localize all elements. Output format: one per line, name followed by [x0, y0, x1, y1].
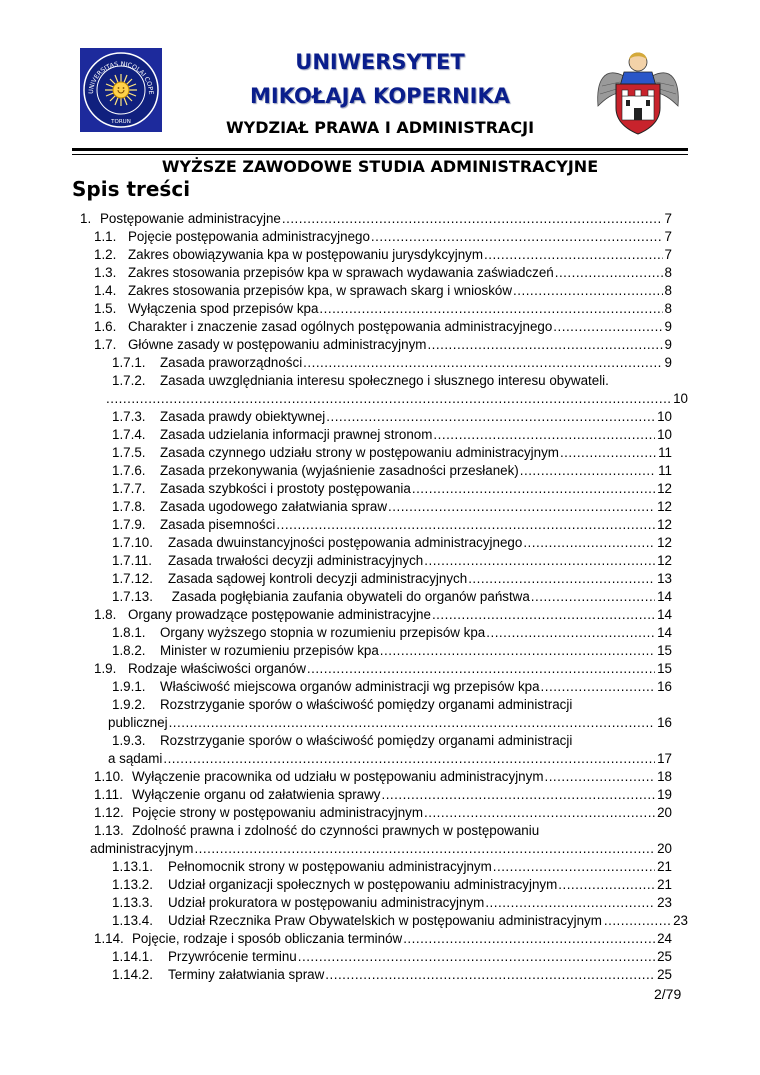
- toc-entry-number: 1.10.: [94, 769, 124, 784]
- toc-entry-title: Zasada czynnego udziału strony w postępowaniu administracyjnym: [160, 445, 559, 460]
- toc-entry-page: 23: [673, 913, 688, 928]
- university-seal-logo: [80, 48, 162, 132]
- toc-entry-title: Zasada prawdy obiektywnej: [160, 409, 326, 424]
- toc-entry[interactable]: [112, 894, 672, 912]
- toc-entry[interactable]: [112, 516, 672, 534]
- toc-entry[interactable]: [112, 426, 672, 444]
- toc-entry[interactable]: [94, 246, 672, 264]
- toc-dot-leader: [381, 786, 655, 804]
- toc-entry-title: Rodzaje właściwości organów: [128, 661, 306, 676]
- toc-heading: Spis treści: [72, 177, 191, 201]
- toc-entry-title: Zakres obowiązywania kpa w postępowaniu jurysdykcyjnym: [128, 247, 484, 262]
- toc-entry-page: 16: [657, 715, 672, 730]
- toc-entry-page: 12: [657, 535, 672, 550]
- toc-entry[interactable]: [94, 930, 672, 948]
- toc-entry-number: 1.14.1.: [112, 949, 153, 964]
- toc-entry-page: 12: [657, 517, 672, 532]
- toc-entry-title: Zasada przekonywania (wyjaśnienie zasadności przesłanek): [160, 463, 519, 478]
- toc-entry-page: 7: [664, 211, 672, 226]
- toc-entry-title: Zasada sądowej kontroli decyzji administracyjnych: [168, 571, 468, 586]
- toc-entry-page: 8: [664, 265, 672, 280]
- toc-entry-title: Zasada ugodowego załatwiania spraw: [160, 499, 388, 514]
- toc-entry-page: 14: [657, 607, 672, 622]
- toc-entry-continuation[interactable]: [106, 390, 688, 408]
- toc-entry-number: 1.7.2.: [112, 373, 146, 388]
- toc-entry-number: 1.13.4.: [112, 913, 153, 928]
- toc-entry-title: Minister w rozumieniu przepisów kpa: [160, 643, 379, 658]
- toc-entry-number: 1.1.: [94, 229, 117, 244]
- toc-entry-title: Zasada trwałości decyzji administracyjnych: [168, 553, 424, 568]
- toc-entry-number: 1.12.: [94, 805, 124, 820]
- toc-entry[interactable]: [112, 624, 672, 642]
- toc-entry-number: 1.14.2.: [112, 967, 153, 982]
- toc-entry-number: 1.7.: [94, 337, 117, 352]
- toc-entry-page: 16: [657, 679, 672, 694]
- toc-entry-title-continued: publicznej: [108, 715, 168, 730]
- toc-entry[interactable]: [112, 408, 672, 426]
- toc-entry-title: Zdolność prawna i zdolność do czynności prawnych w postępowaniu: [132, 823, 540, 838]
- toc-entry[interactable]: [80, 210, 672, 228]
- toc-entry[interactable]: [94, 606, 672, 624]
- toc-dot-leader: [560, 444, 656, 462]
- toc-dot-leader: [106, 390, 671, 408]
- toc-entry[interactable]: [112, 552, 672, 570]
- city-coat-of-arms-logo: [594, 46, 682, 136]
- toc-entry-title: Zakres stosowania przepisów kpa, w sprawach skarg i wniosków: [128, 283, 513, 298]
- toc-entry-number: 1.7.3.: [112, 409, 146, 424]
- toc-entry-page: 9: [664, 337, 672, 352]
- toc-entry-title: Udział prokuratora w postępowaniu administracyjnym: [168, 895, 485, 910]
- toc-dot-leader: [388, 498, 655, 516]
- toc-entry-number: 1.7.5.: [112, 445, 146, 460]
- toc-entry-continuation[interactable]: [108, 714, 672, 732]
- toc-entry-page: 10: [673, 391, 688, 406]
- toc-dot-leader: [298, 948, 655, 966]
- toc-entry-page: 18: [657, 769, 672, 784]
- toc-entry[interactable]: [94, 660, 672, 678]
- toc-entry-page: 15: [657, 661, 672, 676]
- toc-entry-title-continued: a sądami: [108, 751, 163, 766]
- toc-entry[interactable]: [112, 480, 672, 498]
- toc-entry[interactable]: [112, 588, 672, 606]
- toc-entry-number: 1.7.12.: [112, 571, 153, 586]
- toc-dot-leader: [427, 336, 662, 354]
- toc-entry-number: 1.7.4.: [112, 427, 146, 442]
- toc-dot-leader: [380, 642, 655, 660]
- toc-entry-number: 1.7.10.: [112, 535, 153, 550]
- toc-dot-leader: [371, 228, 663, 246]
- toc-entry[interactable]: [112, 678, 672, 696]
- toc-entry-number: 1.11.: [94, 787, 123, 802]
- toc-dot-leader: [194, 840, 655, 858]
- toc-entry-page: 14: [657, 589, 672, 604]
- toc-entry-title: Udział Rzecznika Praw Obywatelskich w postępowaniu administracyjnym: [168, 913, 602, 928]
- toc-entry[interactable]: [94, 282, 672, 300]
- toc-entry-title: Zakres stosowania przepisów kpa w sprawach wydawania zaświadczeń: [128, 265, 554, 280]
- toc-entry-page: 10: [657, 427, 672, 442]
- toc-dot-leader: [424, 552, 655, 570]
- toc-entry[interactable]: [112, 642, 672, 660]
- toc-entry-page: 12: [657, 481, 672, 496]
- toc-entry[interactable]: [94, 336, 672, 354]
- seal-motto: UNIVERSITAS NICOLAI COPE: [87, 60, 155, 95]
- toc-entry[interactable]: [112, 498, 672, 516]
- toc-entry-title: Pojęcie postępowania administracyjnego: [128, 229, 370, 244]
- toc-dot-leader: [523, 534, 655, 552]
- toc-entry-number: 1.9.: [94, 661, 117, 676]
- toc-dot-leader: [433, 426, 655, 444]
- toc-entry-title: Organy prowadzące postępowanie administracyjne: [128, 607, 431, 622]
- toc-dot-leader: [558, 876, 655, 894]
- toc-dot-leader: [432, 606, 655, 624]
- toc-entry-number: 1.13.2.: [112, 877, 153, 892]
- toc-entry-title: Rozstrzyganie sporów o właściwość pomiędzy organami administracji: [160, 733, 573, 748]
- toc-entry-title: Zasada uwzględniania interesu społecznego i słusznego interesu obywateli.: [160, 373, 609, 388]
- toc-entry-page: 21: [657, 877, 672, 892]
- toc-entry-continuation[interactable]: [90, 840, 672, 858]
- studies-subtitle: WYŻSZE ZAWODOWE STUDIA ADMINISTRACYJNE: [161, 157, 599, 176]
- toc-entry[interactable]: [112, 858, 672, 876]
- toc-entry-page: 13: [657, 571, 672, 586]
- toc-entry-title: Pełnomocnik strony w postępowaniu administracyjnym: [168, 859, 492, 874]
- toc-entry[interactable]: [94, 264, 672, 282]
- toc-entry-number: 1.3.: [94, 265, 117, 280]
- toc-entry-title: Wyłączenie pracownika od udziału w postępowaniu administracyjnym: [132, 769, 544, 784]
- toc-entry[interactable]: [94, 822, 539, 840]
- toc-dot-leader: [276, 516, 655, 534]
- toc-entry-number: 1.7.6.: [112, 463, 146, 478]
- toc-entry[interactable]: [112, 948, 672, 966]
- toc-entry-page: 9: [664, 319, 672, 334]
- toc-entry-page: 15: [657, 643, 672, 658]
- toc-dot-leader: [403, 930, 655, 948]
- toc-entry-title: Zasada praworządności: [160, 355, 303, 370]
- toc-entry-title: Zasada szybkości i prostoty postępowania: [160, 481, 411, 496]
- toc-entry-title: Pojęcie, rodzaje i sposób obliczania terminów: [132, 931, 403, 946]
- toc-entry-number: 1.14.: [94, 931, 124, 946]
- header-divider-thin: [72, 154, 688, 155]
- toc-entry-number: 1.2.: [94, 247, 117, 262]
- toc-entry[interactable]: [112, 732, 572, 750]
- toc-entry-title: Wyłączenia spod przepisów kpa: [128, 301, 319, 316]
- toc-dot-leader: [513, 282, 663, 300]
- faculty-name: WYDZIAŁ PRAWA I ADMINISTRACJI: [225, 118, 535, 137]
- toc-entry[interactable]: [112, 534, 672, 552]
- toc-entry-number: 1.13.1.: [112, 859, 153, 874]
- toc-entry[interactable]: [112, 462, 672, 480]
- toc-entry-number: 1.6.: [94, 319, 117, 334]
- toc-dot-leader: [282, 210, 663, 228]
- toc-entry-title: Główne zasady w postępowaniu administracyjnym: [128, 337, 427, 352]
- toc-entry-number: 1.9.3.: [112, 733, 146, 748]
- toc-entry-number: 1.4.: [94, 283, 117, 298]
- toc-entry-page: 7: [664, 247, 672, 262]
- toc-entry-number: 1.5.: [94, 301, 117, 316]
- toc-entry-page: 21: [657, 859, 672, 874]
- toc-entry-title: Udział organizacji społecznych w postępowaniu administracyjnym: [168, 877, 558, 892]
- toc-entry-number: 1.13.3.: [112, 895, 153, 910]
- toc-entry-title: Właściwość miejscowa organów administracji wg przepisów kpa: [160, 679, 540, 694]
- toc-dot-leader: [412, 480, 655, 498]
- toc-entry-number: 1.8.: [94, 607, 117, 622]
- toc-entry[interactable]: [112, 966, 672, 984]
- toc-entry-title: Organy wyższego stopnia w rozumieniu przepisów kpa: [160, 625, 486, 640]
- toc-dot-leader: [307, 660, 655, 678]
- toc-dot-leader: [424, 804, 655, 822]
- toc-entry-page: 14: [657, 625, 672, 640]
- toc-entry[interactable]: [112, 372, 609, 390]
- toc-entry-title: Wyłączenie organu od załatwienia sprawy: [132, 787, 381, 802]
- toc-entry-title: Terminy załatwiania spraw: [168, 967, 325, 982]
- toc-entry-number: 1.7.11.: [112, 553, 152, 568]
- toc-entry[interactable]: [94, 786, 672, 804]
- toc-dot-leader: [303, 354, 662, 372]
- toc-entry-number: 1.7.13.: [112, 589, 153, 604]
- toc-entry-number: 1.7.1.: [112, 355, 146, 370]
- toc-entry-continuation[interactable]: [108, 750, 672, 768]
- toc-entry-title: Postępowanie administracyjne: [100, 211, 281, 226]
- toc-entry-title: Przywrócenie terminu: [168, 949, 297, 964]
- toc-dot-leader: [553, 318, 662, 336]
- toc-dot-leader: [484, 246, 663, 264]
- toc-entry-page: 25: [657, 949, 672, 964]
- toc-entry-page: 20: [657, 805, 672, 820]
- toc-entry-page: 7: [664, 229, 672, 244]
- toc-entry[interactable]: [112, 354, 672, 372]
- toc-entry-number: 1.9.2.: [112, 697, 146, 712]
- toc-dot-leader: [468, 570, 655, 588]
- seal-city: TORUN: [111, 119, 131, 125]
- toc-dot-leader: [319, 300, 662, 318]
- toc-entry-number: 1.7.7.: [112, 481, 146, 496]
- toc-entry-page: 9: [664, 355, 672, 370]
- toc-entry-title: Zasada dwuinstancyjności postępowania administracyjnego: [168, 535, 523, 550]
- toc-dot-leader: [486, 624, 655, 642]
- toc-entry-page: 19: [657, 787, 672, 802]
- toc-dot-leader: [326, 408, 655, 426]
- toc-entry-page: 8: [664, 301, 672, 316]
- toc-entry-page: 11: [658, 445, 672, 460]
- toc-entry[interactable]: [112, 570, 672, 588]
- toc-entry-title: Rozstrzyganie sporów o właściwość pomiędzy organami administracji: [160, 697, 573, 712]
- toc-entry[interactable]: [112, 876, 672, 894]
- toc-dot-leader: [163, 750, 655, 768]
- toc-dot-leader: [555, 264, 663, 282]
- toc-entry-page: 20: [657, 841, 672, 856]
- toc-entry[interactable]: [94, 804, 672, 822]
- toc-dot-leader: [604, 912, 670, 930]
- page-indicator: 2/79: [654, 986, 682, 1002]
- toc-entry-title-continued: administracyjnym: [90, 841, 194, 856]
- toc-entry-title: Zasada udzielania informacji prawnej stronom: [160, 427, 433, 442]
- toc-entry-number: 1.7.8.: [112, 499, 146, 514]
- header-divider-thick: [72, 148, 688, 151]
- toc-entry-number: 1.9.1.: [112, 679, 146, 694]
- toc-dot-leader: [325, 966, 655, 984]
- toc-entry-number: 1.8.1.: [112, 625, 146, 640]
- university-name-line2: MIKOŁAJA KOPERNIKA: [249, 84, 510, 108]
- toc-dot-leader: [520, 462, 656, 480]
- toc-entry[interactable]: [94, 300, 672, 318]
- toc-entry-page: 12: [657, 499, 672, 514]
- toc-entry-number: 1.8.2.: [112, 643, 146, 658]
- toc-entry[interactable]: [94, 228, 672, 246]
- toc-entry-number: 1.: [80, 211, 92, 226]
- toc-entry-title: Pojęcie strony w postępowaniu administracyjnym: [132, 805, 424, 820]
- toc-dot-leader: [485, 894, 655, 912]
- toc-entry[interactable]: [112, 444, 672, 462]
- toc-entry-page: 12: [657, 553, 672, 568]
- toc-dot-leader: [169, 714, 656, 732]
- toc-entry[interactable]: [112, 696, 572, 714]
- toc-entry-number: 1.13.: [94, 823, 124, 838]
- toc-dot-leader: [531, 588, 655, 606]
- toc-dot-leader: [541, 678, 656, 696]
- toc-dot-leader: [493, 858, 655, 876]
- toc-entry-page: 11: [658, 463, 672, 478]
- toc-entry-title: Charakter i znaczenie zasad ogólnych postępowania administracyjnego: [128, 319, 553, 334]
- toc-entry-page: 10: [657, 409, 672, 424]
- toc-entry[interactable]: [94, 768, 672, 786]
- toc-entry-page: 24: [657, 931, 672, 946]
- toc-entry-page: 25: [657, 967, 672, 982]
- toc-entry-page: 17: [657, 751, 672, 766]
- toc-dot-leader: [544, 768, 655, 786]
- toc-entry[interactable]: [112, 912, 688, 930]
- toc-entry-number: 1.7.9.: [112, 517, 146, 532]
- toc-entry-title: Zasada pisemności: [160, 517, 276, 532]
- toc-entry-title: Zasada pogłębiania zaufania obywateli do organów państwa: [168, 589, 530, 604]
- toc-entry[interactable]: [94, 318, 672, 336]
- toc-entry-page: 23: [657, 895, 672, 910]
- toc-entry-page: 8: [664, 283, 672, 298]
- university-name-line1: UNIWERSYTET: [295, 50, 465, 74]
